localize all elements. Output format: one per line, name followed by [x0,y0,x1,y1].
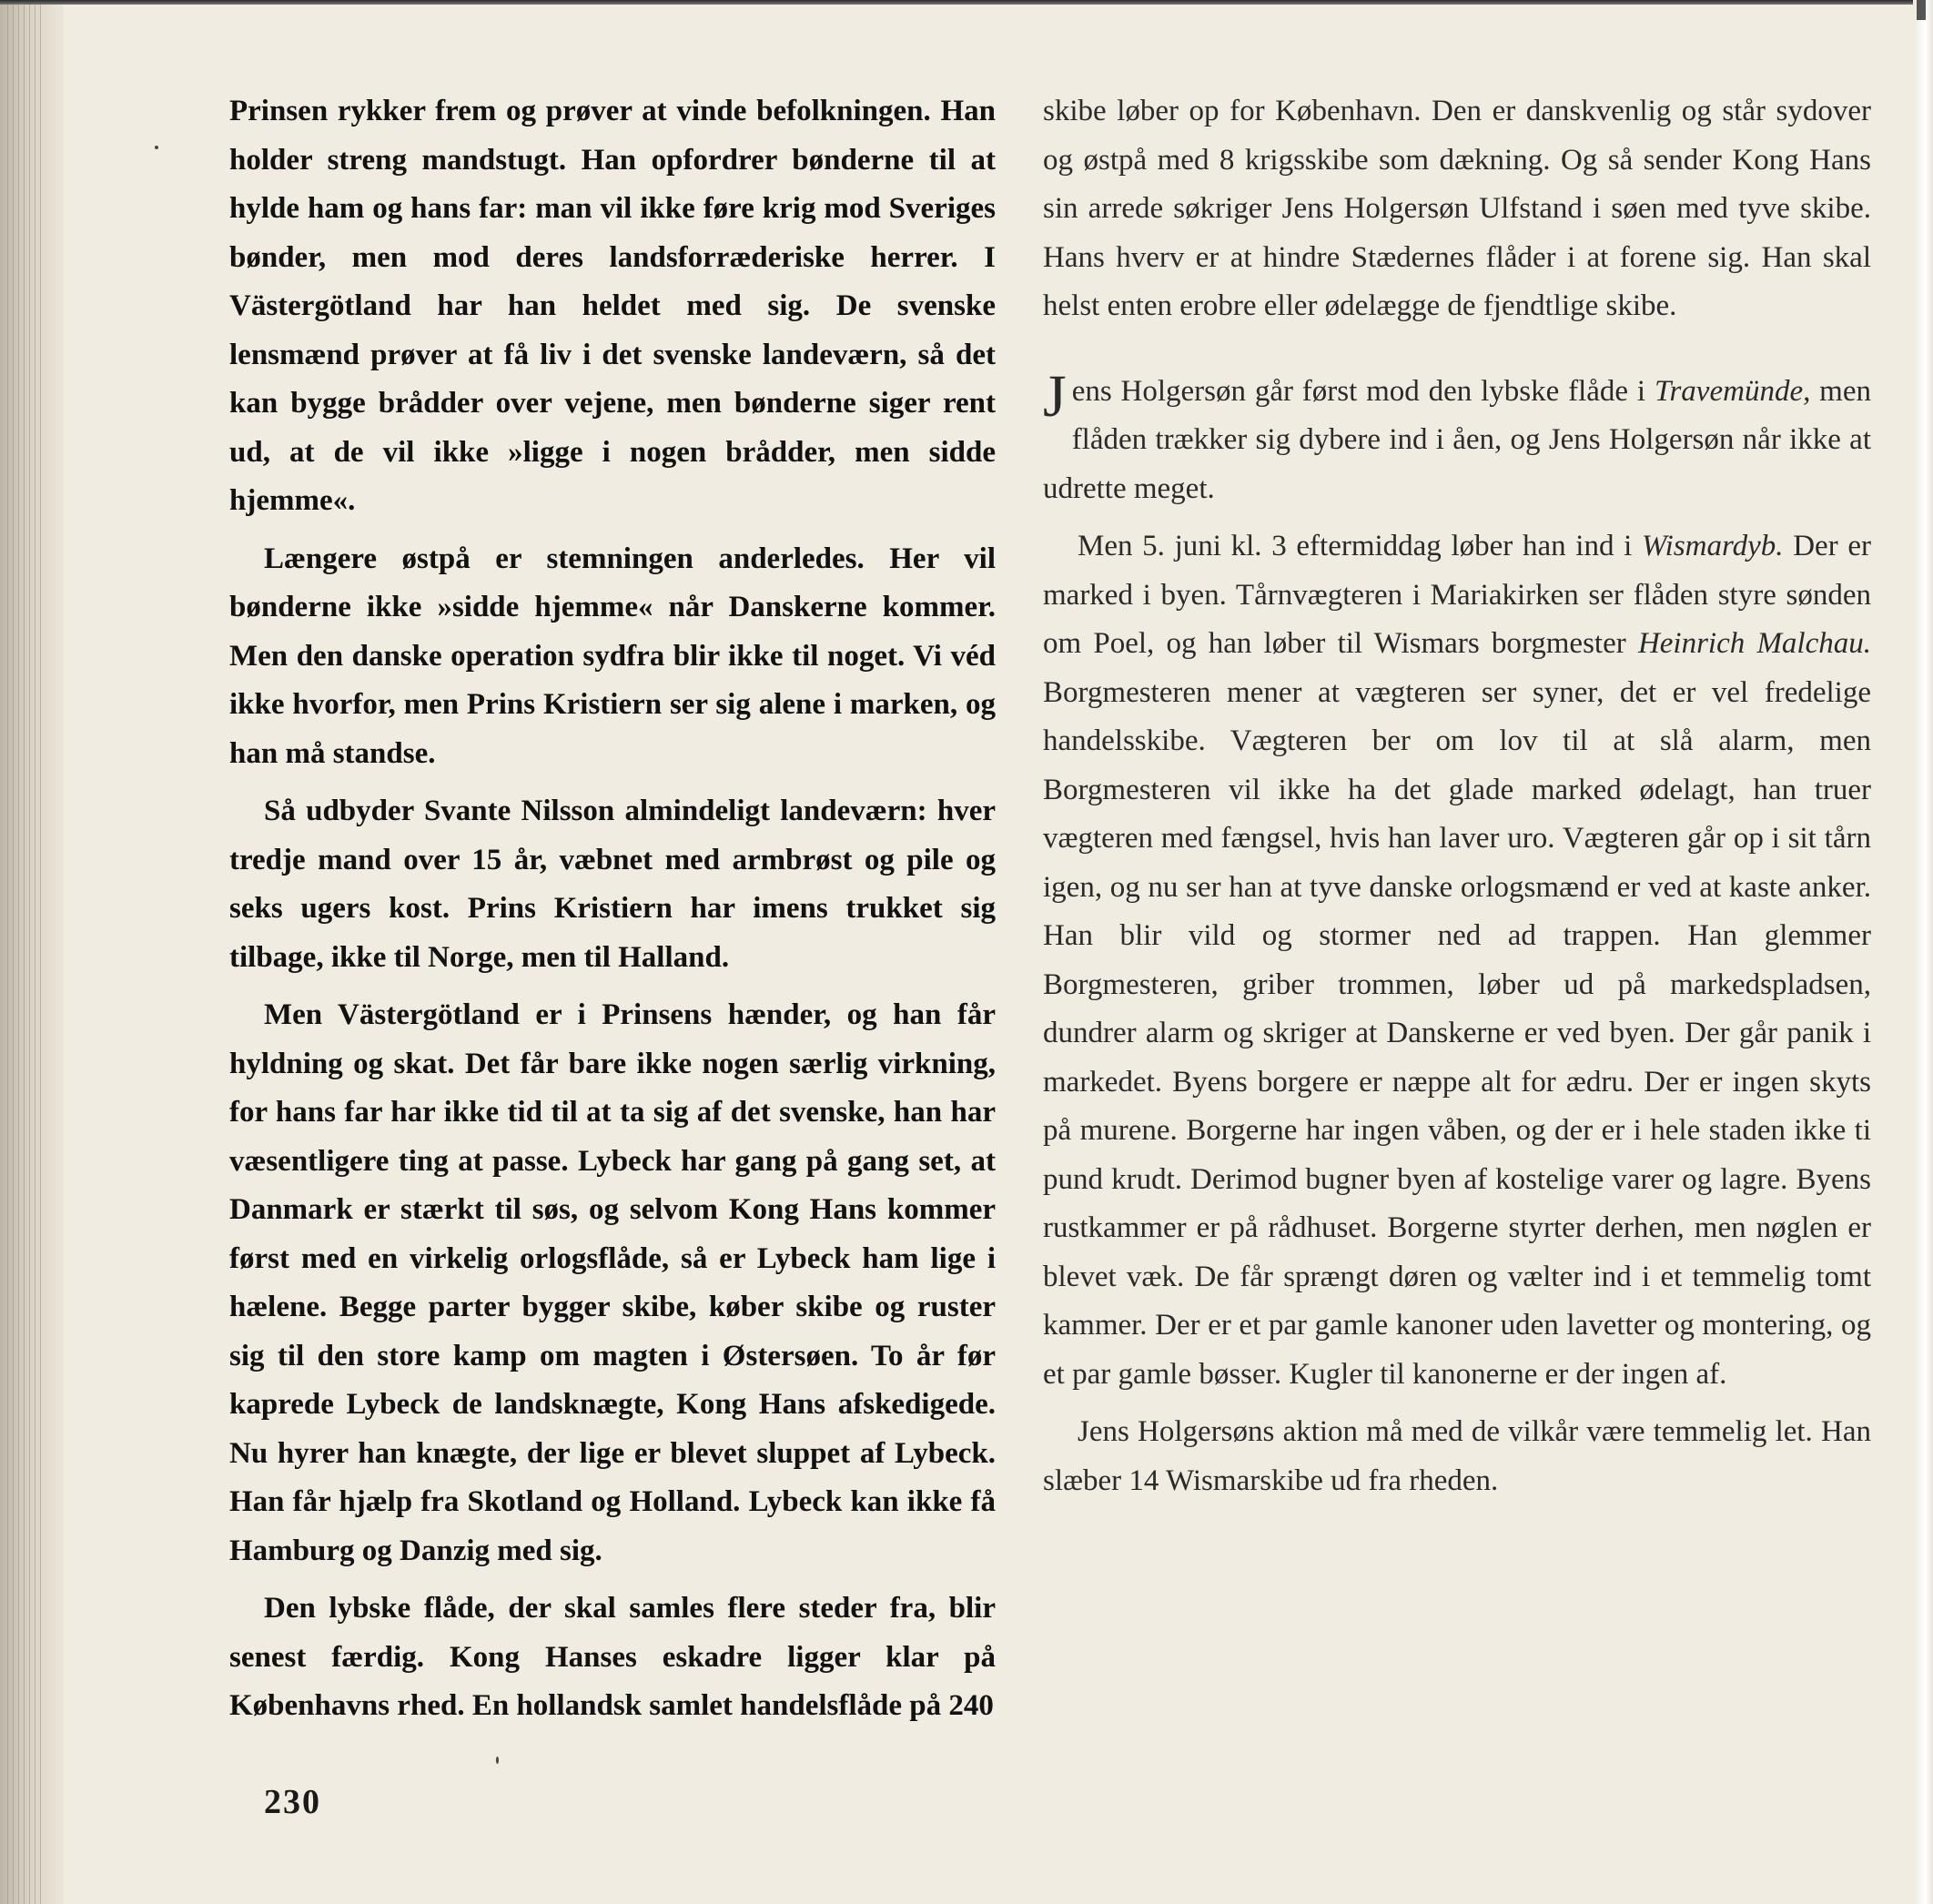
paragraph [1043,522,1871,1399]
paragraph: Den lybske flåde, der skal samles flere steder fra, blir senest færdig. Kong Hanses eskadre ligger klar på Københavns rhed. En hollandsk samlet handelsflåde på 240 [229,1592,996,1722]
text-run: men flåden trækker sig dybere ind i åen, og Jens Holgersøn når ikke at udrette meget. [1043,374,1871,505]
text-run: Borgmesteren mener at vægteren ser syner, det er vel fredelige handelsskibe. Vægteren ber om lov til at slå alarm, men Borgmesteren vil ikke ha det glade marked ødelagt, han truer vægteren med fængsel, hvis han laver uro. Vægteren går op i sit tårn igen, og nu ser han at tyve danske orlogsmænd er ved at kaste anker. Han blir vild og stormer ned ad trappen. Han glemmer Borgmesteren, griber trommen, løber ud på markedspladsen, dundrer alarm og skriger at Danskerne er ved byen. Der går panik i markedet. Byens borgere er næppe alt for ædru. Der er ingen skyts på murene. Borgerne har ingen våben, og der er i hele staden ikke ti pund krudt. Derimod bugner byen af kostelige varer og lagre. Byens rustkammer er på rådhuset. Borgerne styrter derhen, men nøglen er blevet væk. De får sprængt døren og vælter ind i et temmelig tomt kammer. Der er et par gamle kanoner uden lavetter og montering, og et par gamle bøsser. Kugler til kanonerne er der ingen af. [1043,675,1871,1391]
right-text-column [1043,87,1871,1514]
right-page-edge [1913,0,1933,1904]
paragraph: skibe løber op for København. Den er danskvenlig og står sydover og østpå med 8 krigsskibe som dækning. Og så sender Kong Hans sin arrede søkriger Jens Holgersøn Ulfstand i søen med tyve skibe. Hans hverv er at hindre Stædernes flåder i at forene sig. Han skal helst enten erobre eller ødelægge de fjendtlige skibe. [1043,95,1871,322]
drop-cap: J [1043,362,1067,430]
text-run: Men 5. juni kl. 3 eftermiddag løber han ind i [1078,530,1642,562]
edge-mark [1917,0,1926,20]
paragraph: Så udbyder Svante Nilsson almindeligt landeværn: hver tredje mand over 15 år, væbnet med armbrøst og pile og seks ugers kost. Prins Kristiern har imens trukket sig tilbage, ikke til Norge, men til Halland. [229,795,996,974]
paragraph: Men Västergötland er i Prinsens hænder, og han får hyldning og skat. Det får bare ikke nogen særlig virkning, for hans far har ikke tid til at ta sig af det svenske, han har væsentligere ting at passe. Lybeck har gang på gang set, at Danmark er stærkt til søs, og selvom Kong Hans kommer først med en virkelig orlogsflåde, så er Lybeck ham lige i hælene. Begge parter bygger skibe, køber skibe og ruster sig til den store kamp om magten i Østersøen. To år før kaprede Lybeck de landsknægte, Kong Hans afskedigede. Nu hyrer han knægte, der lige er blevet sluppet af Lybeck. Han får hjælp fra Skotland og Holland. Lybeck kan ikke få Hamburg og Danzig med sig. [229,998,996,1567]
text-run: Der er marked i byen. Tårnvægteren i Mariakirken ser flåden styre sønden om Poel, og han løber til Wismars borgmester [1043,530,1871,660]
paragraph [1043,362,1871,514]
top-edge [0,0,1933,5]
speck [496,1757,499,1764]
left-text-column [229,87,996,1740]
paragraph: Jens Holgersøns aktion må med de vilkår være temmelig let. Han slæber 14 Wismarskibe ud fra rheden. [1043,1415,1871,1497]
italic-place-name: Wismardyb. [1642,530,1784,562]
italic-place-name: Travemünde, [1654,374,1811,408]
page-number: 230 [264,1783,321,1821]
speck [155,146,158,149]
paragraph: Længere østpå er stemningen anderledes. Her vil bønderne ikke »sidde hjemme« når Danskerne kommer. Men den danske operation sydfra blir ikke til noget. Vi véd ikke hvorfor, men Prins Kristiern ser sig alene i marken, og han må standse. [229,542,996,770]
paragraph: Prinsen rykker frem og prøver at vinde befolkningen. Han holder streng mandstugt. Han opfordrer bønderne til at hylde ham og hans far: man vil ikke føre krig mod Sveriges bønder, men mod deres landsforræderiske herrer. I Västergötland har han heldet med sig. De svenske lensmænd prøver at få liv i det svenske landeværn, så det kan bygge brådder over vejene, men bønderne siger rent ud, at de vil ikke »ligge i nogen brådder, men sidde hjemme«. [229,95,996,517]
text-run: ens Holgersøn går først mod den lybske flåde i [1071,374,1655,408]
italic-person-name: Heinrich Malchau. [1637,627,1872,660]
page-edges [7,0,44,1904]
